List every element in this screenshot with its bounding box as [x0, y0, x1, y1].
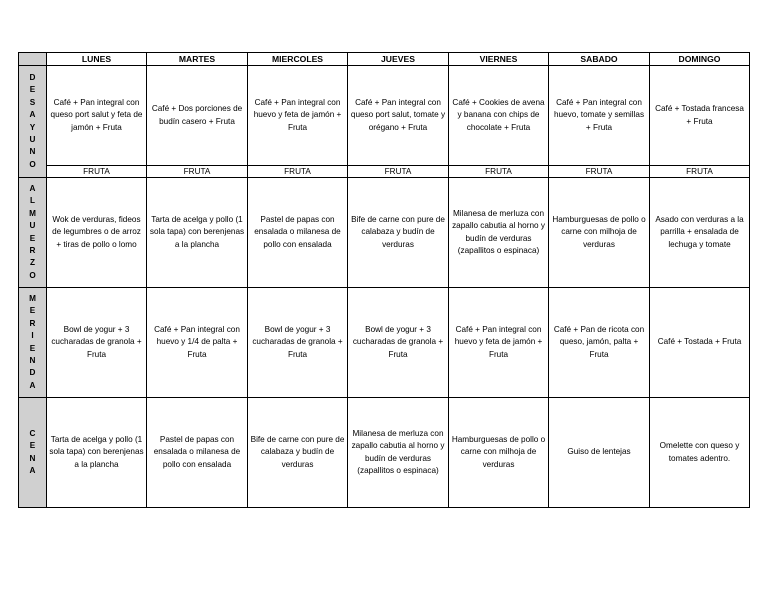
- meal-label-letter: N: [29, 355, 36, 365]
- weekly-meal-plan-table: [18, 52, 750, 508]
- merienda-row: [19, 288, 750, 398]
- meal-label-letter: E: [29, 306, 36, 316]
- meal-label-letter: O: [29, 270, 36, 280]
- meal-label-letter: E: [29, 441, 36, 451]
- meal-label-letter: E: [29, 343, 36, 353]
- meal-label-letter: O: [29, 159, 36, 169]
- meal-label-letter: D: [29, 368, 36, 378]
- fruit-cell: FRUTA: [248, 166, 348, 178]
- meal-cell: Café + Pan de ricota con queso, jamón, palta + Fruta: [549, 288, 650, 398]
- meal-label-cena: [19, 398, 47, 508]
- meal-cell: Milanesa de merluza con zapallo cabutia al horno y budín de verduras (zapallitos o espinaca): [449, 178, 549, 288]
- meal-cell: Café + Cookies de avena y banana con chips de chocolate + Fruta: [449, 66, 549, 166]
- meal-label-merienda: [19, 288, 47, 398]
- meal-label-letter: A: [29, 465, 36, 475]
- meal-cell: Café + Pan integral con huevo, tomate y semillas + Fruta: [549, 66, 650, 166]
- day-header: JUEVES: [348, 53, 449, 66]
- day-header: MIERCOLES: [248, 53, 348, 66]
- meal-label-letter: S: [29, 97, 36, 107]
- meal-label-letter: A: [29, 380, 36, 390]
- corner-cell: [19, 53, 47, 66]
- cena-row: [19, 398, 750, 508]
- almuerzo-row: [19, 178, 750, 288]
- meal-label-letter: Z: [29, 258, 35, 268]
- meal-cell: Tarta de acelga y pollo (1 sola tapa) con berenjenas a la plancha: [147, 178, 248, 288]
- meal-cell: Café + Dos porciones de budín casero + Fruta: [147, 66, 248, 166]
- meal-cell: Hamburguesas de pollo o carne con milhoja de verduras: [549, 178, 650, 288]
- meal-label-letter: A: [29, 183, 36, 193]
- fruit-cell: FRUTA: [650, 166, 750, 178]
- day-header: MARTES: [147, 53, 248, 66]
- fruit-cell: FRUTA: [147, 166, 248, 178]
- meal-cell: Café + Pan integral con queso port salut y feta de jamón + Fruta: [47, 66, 147, 166]
- meal-label-letter: Y: [29, 122, 36, 132]
- fruit-cell: FRUTA: [449, 166, 549, 178]
- desayuno-row: [19, 66, 750, 166]
- fruit-cell: FRUTA: [47, 166, 147, 178]
- meal-label-letter: E: [29, 85, 36, 95]
- meal-label-letter: R: [29, 245, 36, 255]
- day-header: SABADO: [549, 53, 650, 66]
- meal-cell: Bife de carne con pure de calabaza y budín de verduras: [248, 398, 348, 508]
- meal-cell: Café + Tostada + Fruta: [650, 288, 750, 398]
- meal-label-letter: D: [29, 72, 36, 82]
- meal-cell: Milanesa de merluza con zapallo cabutia al horno y budín de verduras (zapallitos o espinaca): [348, 398, 449, 508]
- meal-cell: Café + Tostada francesa + Fruta: [650, 66, 750, 166]
- day-header: VIERNES: [449, 53, 549, 66]
- meal-label-letter: I: [31, 331, 34, 341]
- meal-label-letter: R: [29, 318, 36, 328]
- meal-label-letter: N: [29, 453, 36, 463]
- meal-cell: Pastel de papas con ensalada o milanesa de pollo con ensalada: [248, 178, 348, 288]
- meal-cell: Café + Pan integral con queso port salut, tomate y orégano + Fruta: [348, 66, 449, 166]
- meal-cell: Bowl de yogur + 3 cucharadas de granola + Fruta: [248, 288, 348, 398]
- meal-cell: Bife de carne con pure de calabaza y budín de verduras: [348, 178, 449, 288]
- meal-label-letter: A: [29, 110, 36, 120]
- meal-label-letter: L: [29, 196, 35, 206]
- fruit-cell: FRUTA: [348, 166, 449, 178]
- meal-cell: Hamburguesas de pollo o carne con milhoja de verduras: [449, 398, 549, 508]
- meal-label-letter: U: [29, 221, 36, 231]
- meal-label-almuerzo: [19, 178, 47, 288]
- meal-label-letter: M: [29, 208, 36, 218]
- meal-label-letter: U: [29, 134, 36, 144]
- meal-cell: Bowl de yogur + 3 cucharadas de granola + Fruta: [47, 288, 147, 398]
- meal-cell: Omelette con queso y tomates adentro.: [650, 398, 750, 508]
- header-row: [19, 53, 750, 66]
- meal-cell: Tarta de acelga y pollo (1 sola tapa) con berenjenas a la plancha: [47, 398, 147, 508]
- fruit-cell: FRUTA: [549, 166, 650, 178]
- meal-label-letter: C: [29, 428, 36, 438]
- meal-cell: Café + Pan integral con huevo y feta de jamón + Fruta: [248, 66, 348, 166]
- meal-cell: Asado con verduras a la parrilla + ensalada de lechuga y tomate: [650, 178, 750, 288]
- desayuno-fruit-row: [19, 166, 750, 178]
- day-header: LUNES: [47, 53, 147, 66]
- meal-cell: Wok de verduras, fideos de legumbres o de arroz + tiras de pollo o lomo: [47, 178, 147, 288]
- meal-cell: Pastel de papas con ensalada o milanesa de pollo con ensalada: [147, 398, 248, 508]
- meal-label-letter: M: [29, 293, 36, 303]
- meal-label-letter: E: [29, 233, 36, 243]
- meal-cell: Guiso de lentejas: [549, 398, 650, 508]
- meal-label-desayuno: [19, 66, 47, 178]
- meal-cell: Café + Pan integral con huevo y feta de jamón + Fruta: [449, 288, 549, 398]
- meal-cell: Bowl de yogur + 3 cucharadas de granola + Fruta: [348, 288, 449, 398]
- day-header: DOMINGO: [650, 53, 750, 66]
- meal-cell: Café + Pan integral con huevo y 1/4 de palta + Fruta: [147, 288, 248, 398]
- meal-label-letter: N: [29, 147, 36, 157]
